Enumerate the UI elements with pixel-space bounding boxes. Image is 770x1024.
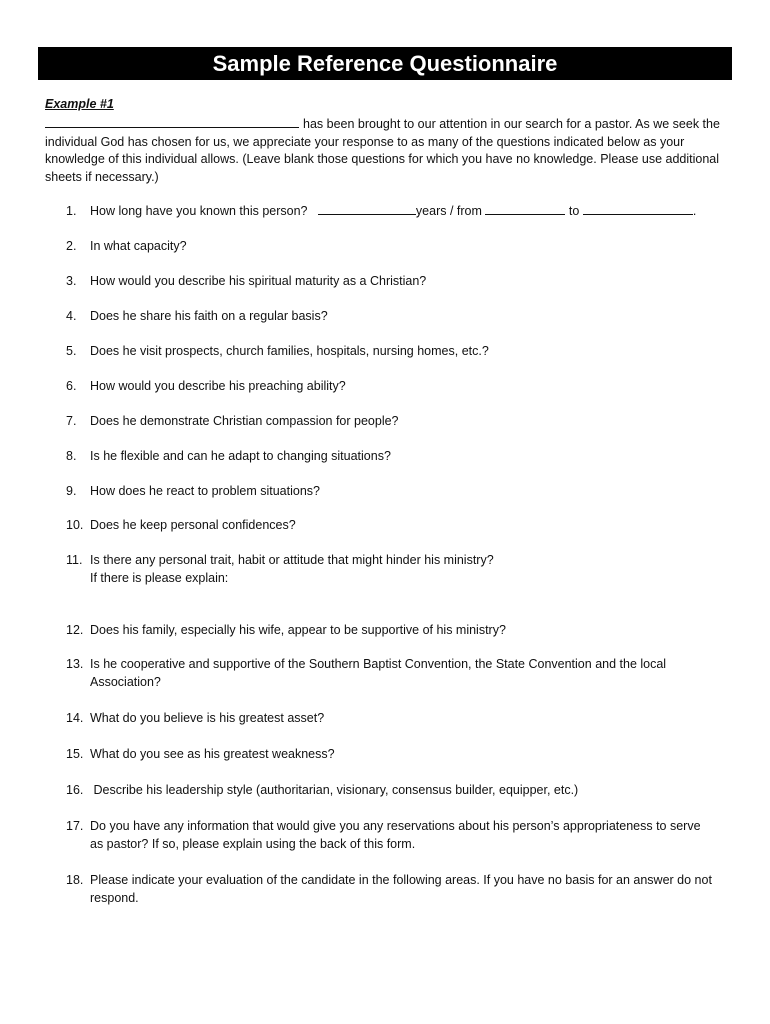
question-number: 2. xyxy=(66,239,77,253)
question-text: Describe his leadership style (authoritarian, visionary, consensus builder, equipper, etc.) xyxy=(90,783,579,797)
question-number: 18. xyxy=(66,873,84,887)
question-text: Does he share his faith on a regular basis? xyxy=(90,309,328,323)
question-line-2: respond. xyxy=(90,890,139,905)
page-title: Sample Reference Questionnaire xyxy=(38,47,732,80)
question-number: 8. xyxy=(66,449,77,463)
question-number: 14. xyxy=(66,711,84,725)
question-text: How does he react to problem situations? xyxy=(90,484,320,498)
question-line-1: Do you have any information that would give you any reservations about his person’s appropriateness to serve xyxy=(90,819,701,833)
question-line-1: Is there any personal trait, habit or attitude that might hinder his ministry? xyxy=(90,553,494,567)
q1-period: . xyxy=(692,204,697,218)
question-text: How would you describe his spiritual maturity as a Christian? xyxy=(90,274,427,288)
question-number: 17. xyxy=(66,819,84,833)
question-line-2: If there is please explain: xyxy=(90,570,229,585)
question-number: 11. xyxy=(66,553,83,567)
question-text xyxy=(90,872,730,907)
question-number: 10. xyxy=(66,518,84,532)
question-number: 4. xyxy=(66,309,77,323)
question-text: Does he demonstrate Christian compassion for people? xyxy=(90,414,399,428)
question-number: 1. xyxy=(66,204,77,218)
question-line-2: as pastor? If so, please explain using the back of this form. xyxy=(90,836,416,851)
question-text xyxy=(90,203,730,221)
question-text: Is he flexible and can he adapt to changing situations? xyxy=(90,449,391,463)
question-number: 16. xyxy=(66,783,84,797)
question-number: 3. xyxy=(66,274,77,288)
question-number: 12. xyxy=(66,623,84,637)
question-1-text: How long have you known this person? xyxy=(90,204,308,218)
question-text: In what capacity? xyxy=(90,239,187,253)
question-text xyxy=(90,656,730,691)
question-line-2: Association? xyxy=(90,674,161,689)
question-line-1: Is he cooperative and supportive of the Southern Baptist Convention, the State Convention and the local xyxy=(90,657,667,671)
intro-paragraph xyxy=(45,116,721,186)
to-label: to xyxy=(568,204,580,218)
years-from-label: years / from xyxy=(415,204,482,218)
question-number: 15. xyxy=(66,747,84,761)
question-number: 5. xyxy=(66,344,77,358)
question-text: Does his family, especially his wife, appear to be supportive of his ministry? xyxy=(90,623,506,637)
question-text: Does he keep personal confidences? xyxy=(90,518,296,532)
candidate-name-blank[interactable] xyxy=(45,116,299,128)
question-text xyxy=(90,552,730,587)
question-number: 13. xyxy=(66,657,84,671)
question-number: 6. xyxy=(66,379,77,393)
question-number: 7. xyxy=(66,414,77,428)
intro-text: has been brought to our attention in our search for a pastor. As we seek the individual God has chosen for us, we appreciate your response to as many of the questions indicated below as your knowledge of this individual allows. (Leave blank those questions for which you have no knowledge. Please use additional sheets if necessary.) xyxy=(45,117,720,184)
question-text xyxy=(90,818,730,853)
example-label: Example #1 xyxy=(45,97,114,111)
question-text: Does he visit prospects, church families, hospitals, nursing homes, etc.? xyxy=(90,344,489,358)
from-date-blank[interactable] xyxy=(485,203,565,215)
to-date-blank[interactable] xyxy=(583,203,693,215)
question-text: What do you believe is his greatest asset? xyxy=(90,711,325,725)
question-text: What do you see as his greatest weakness? xyxy=(90,747,335,761)
question-text: How would you describe his preaching ability? xyxy=(90,379,346,393)
years-blank[interactable] xyxy=(318,203,416,215)
question-line-1: Please indicate your evaluation of the candidate in the following areas. If you have no basis for an answer do not xyxy=(90,873,712,887)
question-number: 9. xyxy=(66,484,77,498)
